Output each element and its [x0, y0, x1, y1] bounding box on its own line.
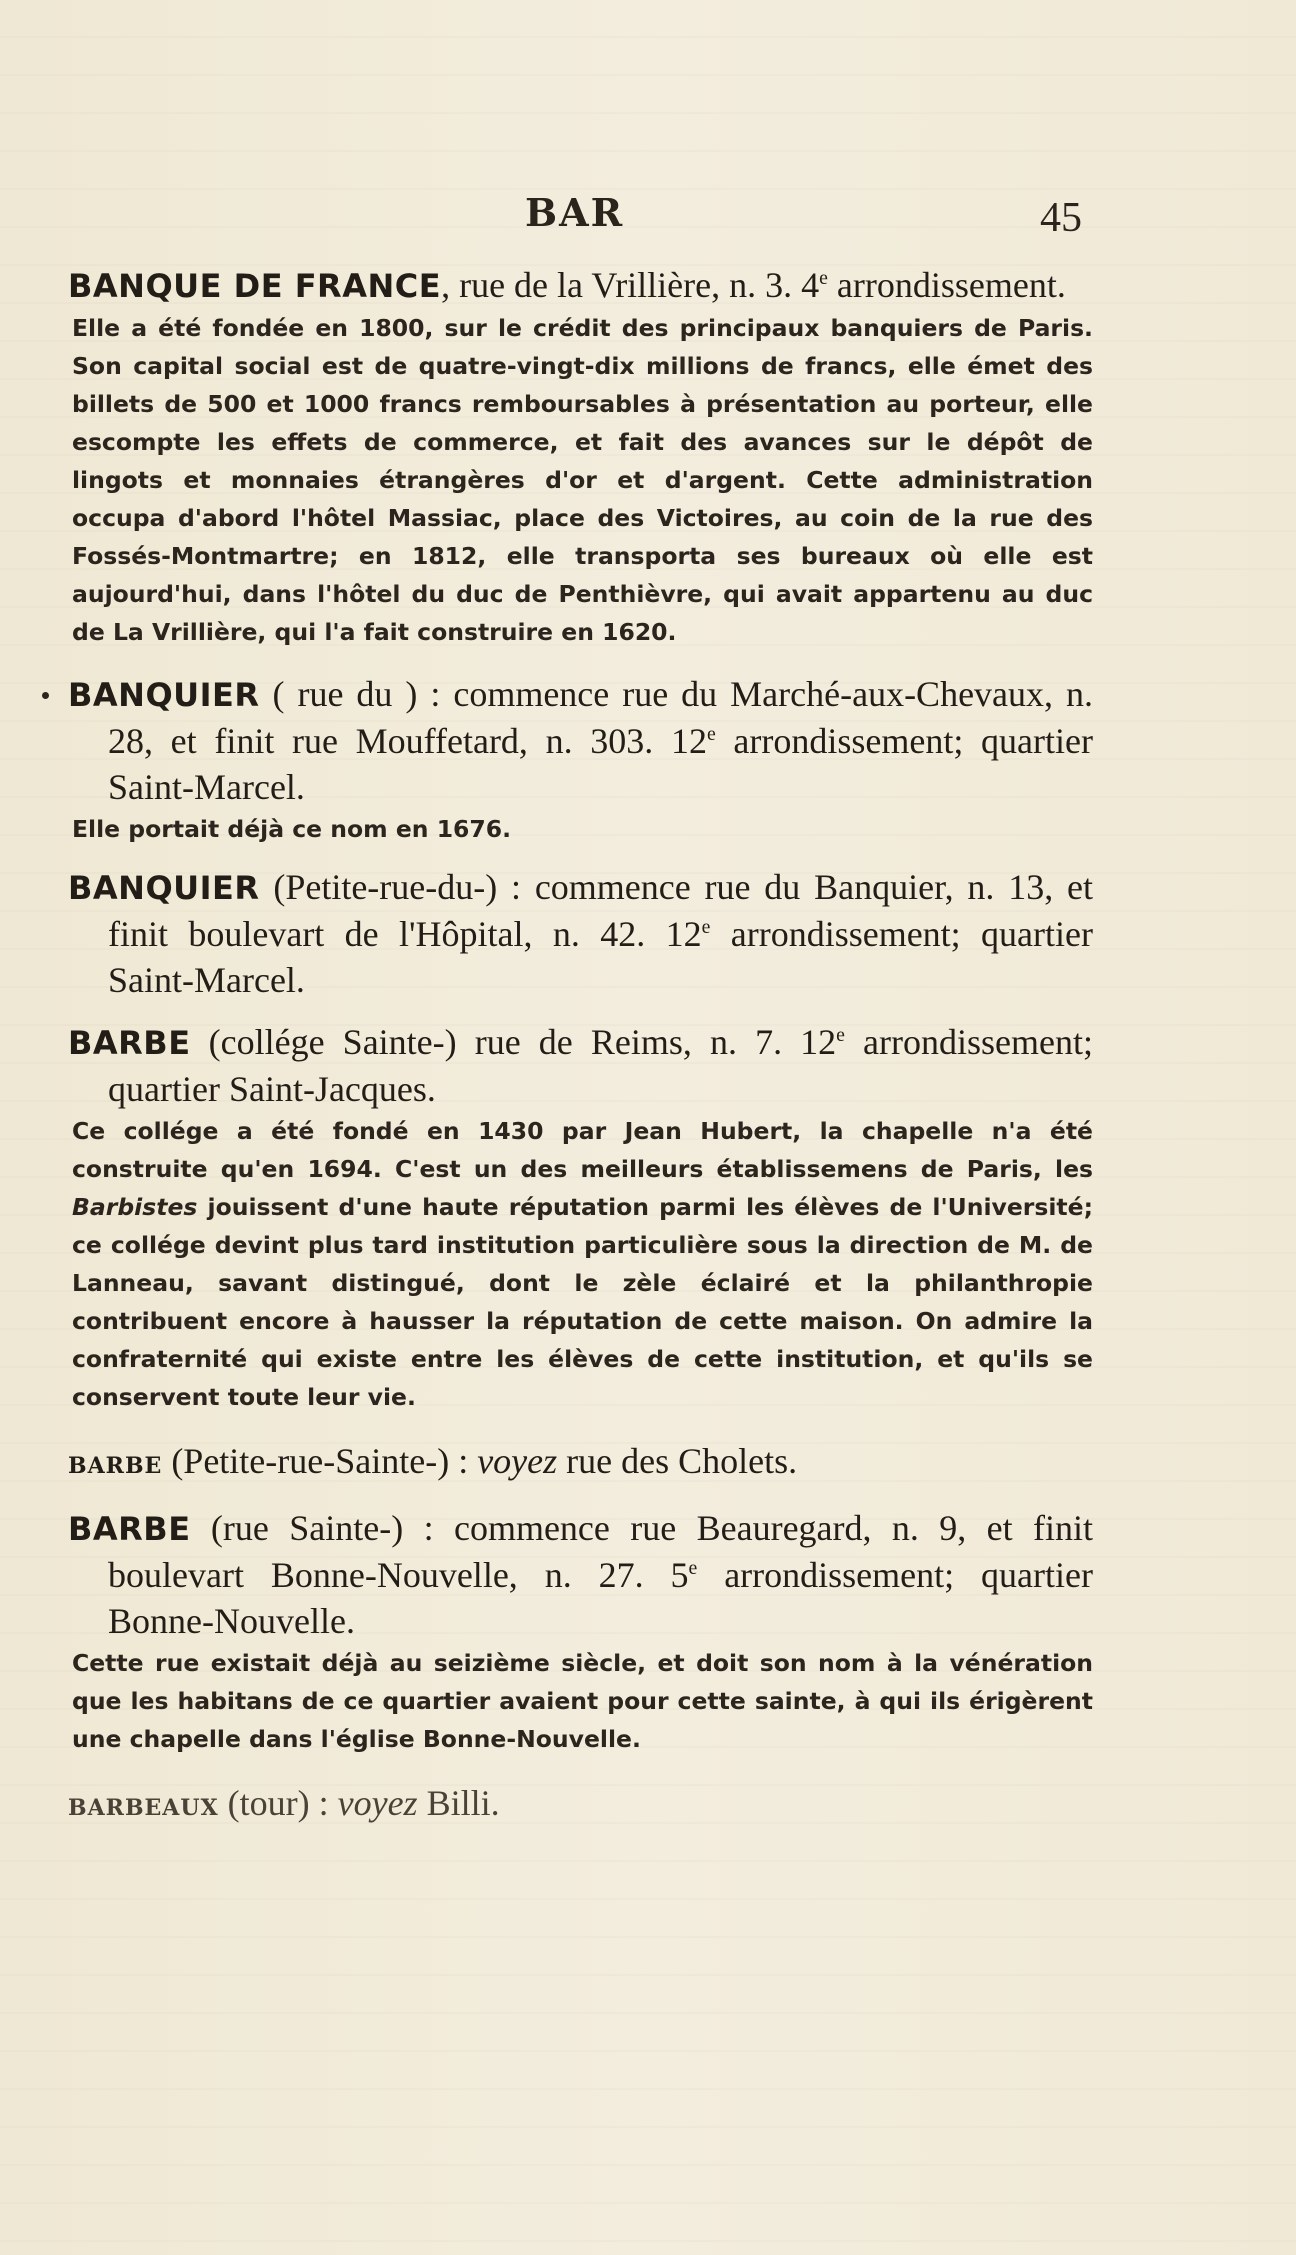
ordinal-suffix: e	[701, 916, 711, 938]
entry-heading	[68, 1438, 1093, 1489]
entry-keyword: BANQUE DE FRANCE	[68, 267, 442, 305]
entry-heading	[68, 1505, 1093, 1644]
entry-heading-text: (tour) :	[218, 1783, 338, 1823]
ordinal-suffix: e	[706, 723, 716, 745]
entry-body-text-end: jouissent d'une haute réputation parmi les élèves de l'Université; ce collége devint plus tard institution particulière sous la direction de M. de Lanneau, savant distingué, dont le zèle éclairé et la philanthropie contribuent encore à hausser la réputation de cette maison. On admire la confraternité qui existe entre les élèves de cette institution, et qu'ils se conservent toute leur vie.	[72, 1193, 1093, 1411]
ordinal-suffix: e	[836, 1024, 845, 1046]
ordinal-suffix: e	[819, 267, 828, 289]
entry-heading-text-end: arrondissement; quartier Saint-Marcel.	[108, 721, 1093, 807]
entry-keyword: BANQUIER	[68, 676, 260, 714]
entry-keyword: BANQUIER	[68, 869, 260, 907]
entry-barbe-petite-rue	[68, 1438, 1093, 1489]
entry-body-text: Ce collége a été fondé en 1430 par Jean Hubert, la chapelle n'a été construite qu'en 1694. C'est un des meilleurs établissemens de Paris, les	[72, 1117, 1093, 1183]
entry-heading-text-end: Billi.	[417, 1783, 500, 1823]
entry-barbe-college	[68, 1019, 1093, 1416]
ink-spot	[42, 692, 49, 699]
entry-heading-text-end: arrondissement; quartier Saint-Jacques.	[108, 1022, 1093, 1109]
running-head-title: BAR	[525, 190, 625, 235]
entry-heading-text-end: arrondissement; quartier Saint-Marcel.	[108, 914, 1093, 1000]
entry-barbeaux	[68, 1780, 1093, 1831]
entry-banque-de-france	[68, 262, 1093, 651]
entry-heading-text-end: arrondissement.	[827, 265, 1066, 305]
entry-body: Cette rue existait déjà au seizième siècle, et doit son nom à la vénération que les habitans de ce quartier avaient pour cette sainte, à qui ils érigèrent une chapelle dans l'église Bonne-Nouvelle.	[72, 1649, 1093, 1753]
page-number: 45	[1040, 195, 1082, 241]
entry-keyword: BARBE	[68, 1453, 163, 1479]
entry-heading-text: (collége Sainte-) rue de Reims, n. 7. 12	[190, 1022, 837, 1062]
italic-term: Barbistes	[72, 1193, 198, 1221]
entry-heading-text: , rue de la Vrillière, n. 3. 4	[441, 265, 820, 305]
entry-heading-text: (Petite-rue-Sainte-) :	[162, 1441, 478, 1481]
entry-heading	[68, 864, 1093, 1003]
ordinal-suffix: e	[688, 1557, 698, 1579]
entry-heading	[68, 1780, 1093, 1831]
entry-heading-text: ( rue du ) : commence rue du Marché-aux-Chevaux, n. 28, et finit rue Mouffetard, n. 303. 12	[108, 674, 1093, 761]
entry-heading	[68, 262, 1093, 309]
entry-heading	[68, 671, 1093, 810]
entry-keyword: BARBE	[68, 1024, 191, 1062]
dictionary-column	[68, 262, 1093, 1831]
entry-keyword: BARBEAUX	[68, 1795, 219, 1821]
entry-body: Elle portait déjà ce nom en 1676.	[72, 815, 512, 843]
entry-heading-text: (Petite-rue-du-) : commence rue du Banquier, n. 13, et finit boulevart de l'Hôpital, n. 42. 12	[108, 867, 1093, 954]
entry-heading-text-end: rue des Cholets.	[557, 1441, 798, 1481]
entry-body	[68, 1112, 1093, 1416]
entry-banquier-petite-rue	[68, 864, 1093, 1003]
entry-body: Elle a été fondée en 1800, sur le crédit des principaux banquiers de Paris. Son capital social est de quatre-vingt-dix millions de francs, elle émet des billets de 500 et 1000 francs remboursables à présentation au porteur, elle escompte les effets de commerce, et fait des avances sur le dépôt de lingots et monnaies étrangères d'or et d'argent. Cette administration occupa d'abord l'hôtel Massiac, place des Victoires, au coin de la rue des Fossés-Montmartre; en 1812, elle transporta ses bureaux où elle est aujourd'hui, dans l'hôtel du duc de Penthièvre, qui avait appartenu au duc de La Vrillière, qui l'a fait construire en 1620.	[72, 314, 1093, 646]
cross-reference-voyez: voyez	[337, 1783, 418, 1823]
entry-barbe-rue-sainte	[68, 1505, 1093, 1758]
running-head	[0, 182, 1296, 242]
entry-heading	[68, 1019, 1093, 1112]
cross-reference-voyez: voyez	[477, 1441, 558, 1481]
entry-heading-text-end: arrondissement; quartier Bonne-Nouvelle.	[108, 1555, 1093, 1641]
entry-heading-text: (rue Sainte-) : commence rue Beauregard, n. 9, et finit boulevart Bonne-Nouvelle, n. 27. 5	[108, 1508, 1093, 1595]
entry-keyword: BARBE	[68, 1510, 191, 1548]
entry-banquier-rue	[68, 671, 1093, 848]
